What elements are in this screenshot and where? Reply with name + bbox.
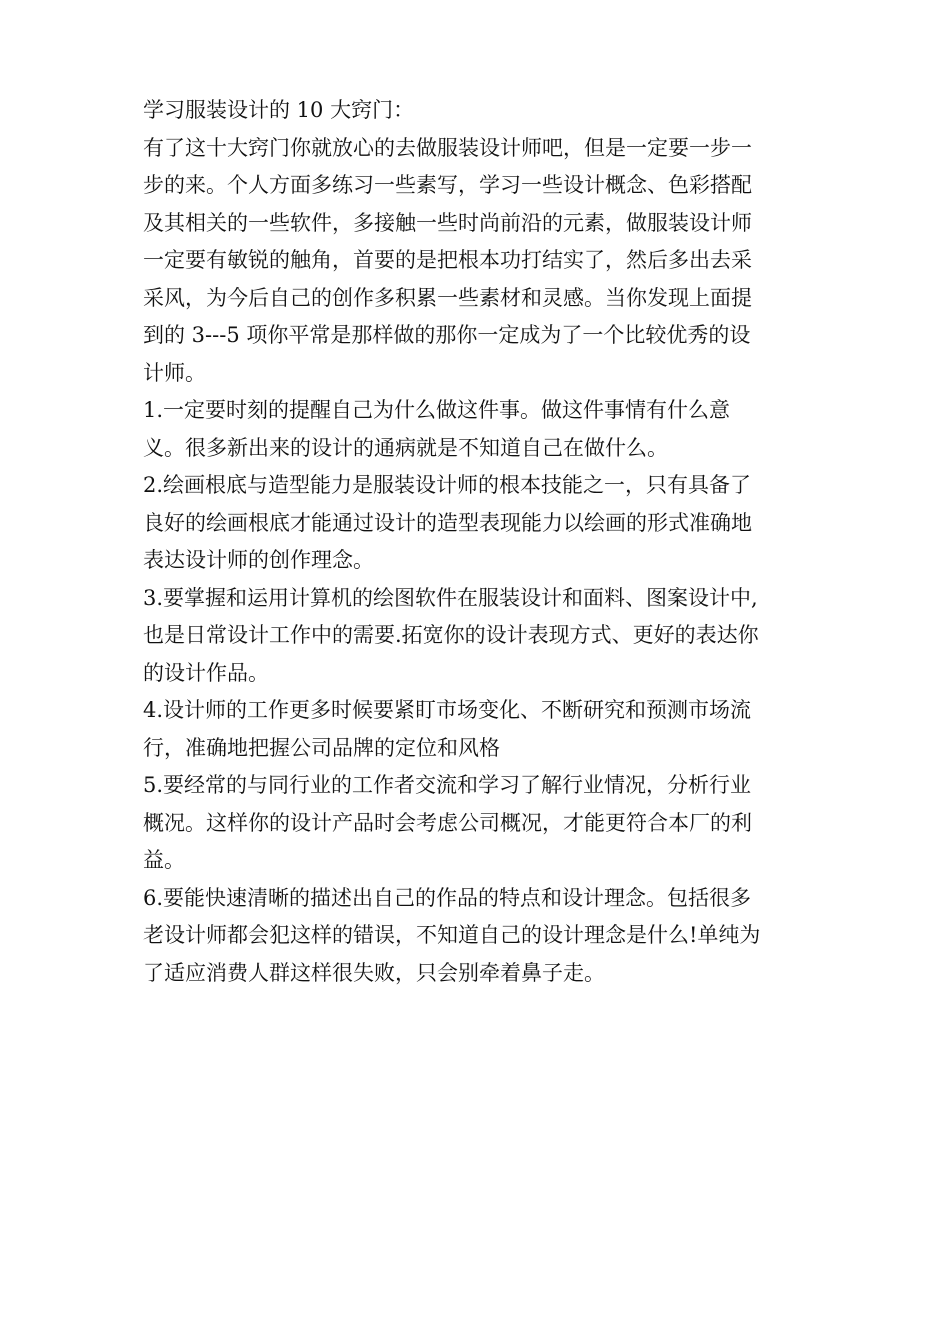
intro-line-3: 及其相关的一些软件，多接触一些时尚前沿的元素，做服装设计师 xyxy=(143,210,752,235)
intro-line-4: 一定要有敏锐的触角，首要的是把根本功打结实了，然后多出去采 xyxy=(143,248,752,272)
tip-3-line-2: 也是日常设计工作中的需要.拓宽你的设计表现方式、更好的表达你 xyxy=(143,623,759,647)
tip-2-line-3: 表达设计师的创作理念。 xyxy=(143,548,374,572)
tip-5-line-2: 概况。这样你的设计产品时会考虑公司概况，才能更符合本厂的利 xyxy=(143,810,752,835)
intro-line-5: 采风，为今后自己的创作多积累一些素材和灵感。当你发现上面提 xyxy=(143,285,752,310)
document-title: 学习服装设计的 10 大窍门： xyxy=(143,98,415,122)
tip-6-line-1: 6.要能快速清晰的描述出自己的作品的特点和设计理念。包括很多 xyxy=(143,885,752,910)
tip-5-line-1: 5.要经常的与同行业的工作者交流和学习了解行业情况，分析行业 xyxy=(143,773,752,797)
tip-4-line-2: 行，准确地把握公司品牌的定位和风格 xyxy=(143,735,500,760)
tip-5-line-3: 益。 xyxy=(143,848,185,872)
tip-1-line-1: 1.一定要时刻的提醒自己为什么做这件事。做这件事情有什么意 xyxy=(143,398,731,422)
tip-4-line-1: 4.设计师的工作更多时候要紧盯市场变化、不断研究和预测市场流 xyxy=(143,698,752,722)
intro-line-6: 到的 3---5 项你平常是那样做的那你一定成为了一个比较优秀的设 xyxy=(143,323,751,347)
tip-3-line-3: 的设计作品。 xyxy=(143,660,269,685)
tip-6-line-3: 了适应消费人群这样很失败，只会别牵着鼻子走。 xyxy=(143,960,605,985)
tip-6-line-2: 老设计师都会犯这样的错误，不知道自己的设计理念是什么!单纯为 xyxy=(143,923,761,947)
tip-1-line-2: 义。很多新出来的设计的通病就是不知道自己在做什么。 xyxy=(143,435,668,460)
tip-2-line-1: 2.绘画根底与造型能力是服装设计师的根本技能之一，只有具备了 xyxy=(143,473,752,497)
tip-3-line-1: 3.要掌握和运用计算机的绘图软件在服装设计和面料、图案设计中, xyxy=(143,585,758,610)
tip-2-line-2: 良好的绘画根底才能通过设计的造型表现能力以绘画的形式准确地 xyxy=(143,510,752,535)
intro-line-1: 有了这十大窍门你就放心的去做服装设计师吧，但是一定要一步一 xyxy=(143,135,752,160)
document-body xyxy=(143,92,807,992)
intro-line-7: 计师。 xyxy=(143,360,206,385)
intro-line-2: 步的来。个人方面多练习一些素写，学习一些设计概念、色彩搭配 xyxy=(143,173,752,197)
